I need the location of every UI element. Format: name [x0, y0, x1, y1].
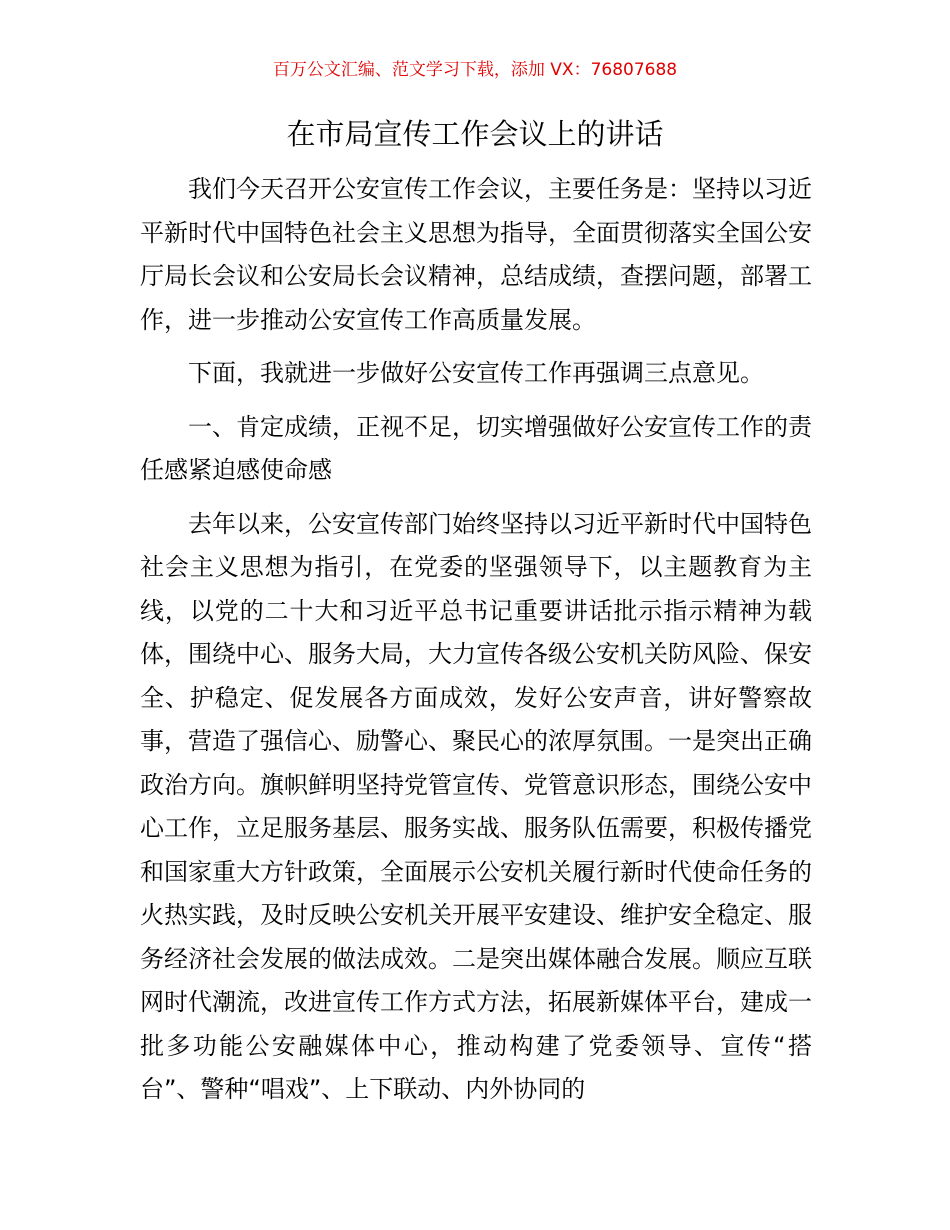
paragraph-transition: 下面，我就进一步做好公安宣传工作再强调三点意见。: [188, 359, 764, 387]
section-heading-1: 一、肯定成绩，正视不足，切实增强做好公安宣传工作的责任感紧迫感使命感: [140, 412, 812, 484]
paragraph-intro: 我们今天召开公安宣传工作会议，主要任务是：坚持以习近平新时代中国特色社会主义思想为指导，全面贯彻落实全国公安厅局长会议和公安局长会议精神，总结成绩，查摆问题，部署工作，进一步推动公安宣传工作高质量发展。: [140, 175, 812, 334]
watermark-banner: 百万公文汇编、范文学习下载，添加 VX：76807688: [272, 60, 678, 80]
page-title: 在市局宣传工作会议上的讲话: [286, 117, 664, 151]
paragraph-achievements: 去年以来，公安宣传部门始终坚持以习近平新时代中国特色社会主义思想为指引，在党委的坚强领导下，以主题教育为主线，以党的二十大和习近平总书记重要讲话批示指示精神为载体，围绕中心、服务大局，大力宣传各级公安机关防风险、保安全、护稳定、促发展各方面成效，发好公安声音，讲好警察故事，营造了强信心、励警心、聚民心的浓厚氛围。一是突出正确政治方向。旗帜鲜明坚持党管宣传、党管意识形态，围绕公安中心工作，立足服务基层、服务实战、服务队伍需要，积极传播党和国家重大方针政策，全面展示公安机关履行新时代使命任务的火热实践，及时反映公安机关开展平安建设、维护安全稳定、服务经济社会发展的做法成效。二是突出媒体融合发展。顺应互联网时代潮流，改进宣传工作方式方法，拓展新媒体平台，建成一批多功能公安融媒体中心，推动构建了党委领导、宣传“搭台”、警种“唱戏”、上下联动、内外协同的: [140, 509, 812, 1103]
document-body: [140, 168, 812, 1122]
